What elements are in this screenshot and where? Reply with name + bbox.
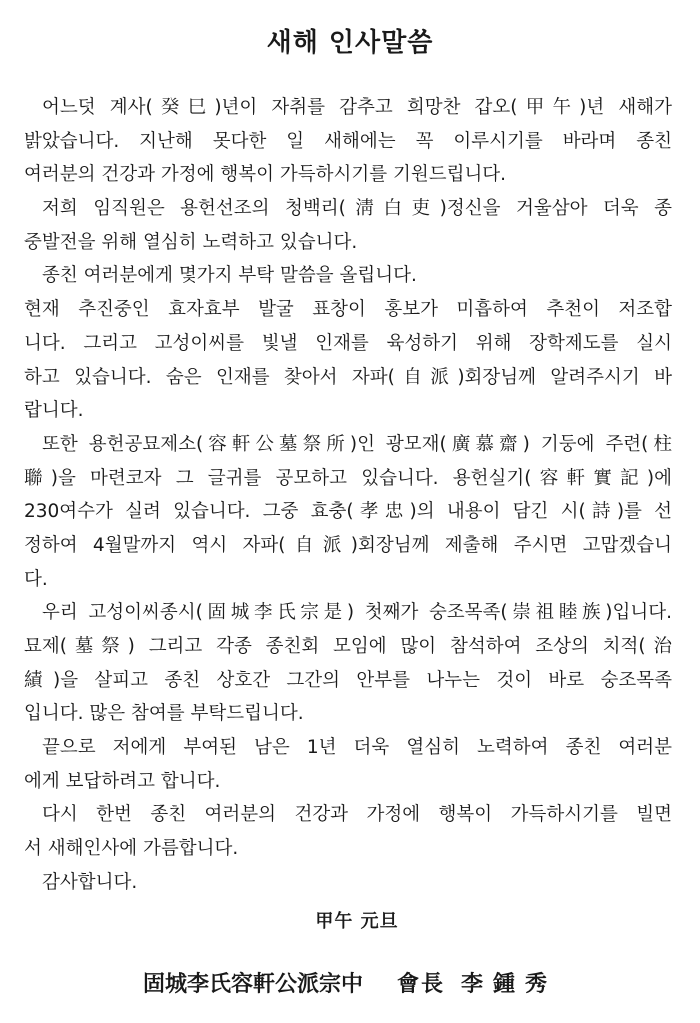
body-line: 하고 있습니다. 숨은 인재를 찾아서 자파(自派)회장님께 알려주시기 바: [24, 366, 672, 388]
signature-role: 會長: [396, 972, 445, 997]
body-line: 에게 보답하려고 합니다.: [24, 770, 221, 792]
body-line: 聯)을 마련코자 그 글귀를 공모하고 있습니다. 용헌실기(容軒實記)에: [24, 467, 672, 489]
body-line: 끝으로 저에게 부여된 남은 1년 더욱 열심히 노력하여 종친 여러분: [42, 737, 672, 759]
body-line: 績)을 살피고 종친 상호간 그간의 안부를 나누는 것이 바로 숭조목족: [24, 669, 672, 691]
body-line: 서 새해인사에 가름합니다.: [24, 838, 239, 860]
body-line: 종친 여러분에게 몇가지 부탁 말씀을 올립니다.: [42, 265, 417, 287]
letter-body: [24, 91, 672, 900]
signature-organization: 固城李氏容軒公派宗中: [142, 972, 363, 997]
body-line: 다.: [24, 568, 48, 590]
body-line: 저희 임직원은 용헌선조의 청백리(淸白吏)정신을 거울삼아 더욱 종: [42, 198, 672, 220]
body-line: 랍니다.: [24, 400, 84, 422]
body-line: 다시 한번 종친 여러분의 건강과 가정에 행복이 가득하시기를 빌면: [42, 804, 672, 826]
body-line: 묘제(墓祭) 그리고 각종 종친회 모임에 많이 참석하여 조상의 치적(治: [24, 636, 672, 657]
letter-date: 甲午 元旦: [315, 911, 399, 932]
body-line: 입니다. 많은 참여를 부탁드립니다.: [24, 703, 304, 725]
body-line: 정하여 4월말까지 역시 자파(自派)회장님께 제출해 주시면 고맙겠습니: [24, 534, 672, 556]
body-line: 230여수가 실려 있습니다. 그중 효충(孝忠)의 내용이 담긴 시(詩)를 선: [24, 501, 672, 523]
body-line: 우리 고성이씨종시(固城李氏宗是) 첫째가 숭조목족(崇祖睦族)입니다.: [42, 602, 672, 624]
body-line: 여러분의 건강과 가정에 행복이 가득하시기를 기원드립니다.: [24, 164, 507, 186]
body-line: 밝았습니다. 지난해 못다한 일 새해에는 꼭 이루시기를 바라며 종친: [24, 130, 672, 152]
body-line: 감사합니다.: [42, 871, 138, 893]
signature-person: 李鍾秀: [461, 972, 558, 997]
document-title: 새해 인사말씀: [266, 28, 434, 58]
body-line: 또한 용헌공묘제소(容軒公墓祭所)인 광모재(廣慕齋) 기둥에 주련(柱: [42, 433, 672, 455]
body-line: 니다. 그리고 고성이씨를 빛낼 인재를 육성하기 위해 장학제도를 실시: [24, 332, 672, 354]
body-line: 어느덧 계사(癸巳)년이 자취를 감추고 희망찬 갑오(甲午)년 새해가: [42, 97, 672, 118]
body-line: 현재 추진중인 효자효부 발굴 표창이 홍보가 미흡하여 추천이 저조합: [24, 299, 672, 321]
signature-block: [0, 967, 700, 998]
body-line: 중발전을 위해 열심히 노력하고 있습니다.: [24, 231, 358, 253]
